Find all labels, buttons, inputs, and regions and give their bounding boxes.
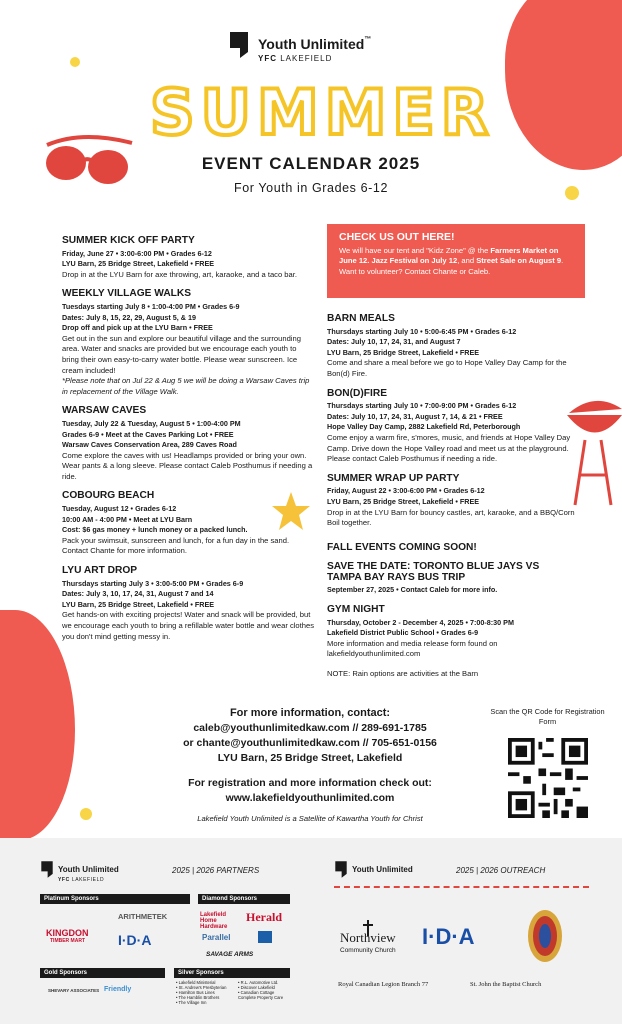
event-desc: Get out in the sun and explore our beautiful village and the surrounding area. Water and snacks are provided but we encourage each youth to bring their own easy-to-carry water bottle. Please wear sunscreen. Ice cream included! bbox=[62, 333, 301, 375]
herald-logo: Herald bbox=[246, 910, 282, 924]
contact-heading: For more information, contact: bbox=[229, 707, 391, 719]
event-meta: Cost: $6 gas money + lunch money or a packed lunch. bbox=[62, 525, 248, 535]
qr-caption: Scan the QR Code for Registration Form bbox=[490, 707, 605, 726]
footer-brand: Youth Unlimited bbox=[58, 865, 119, 874]
event-summer-kick-off bbox=[62, 236, 314, 280]
sunglasses-icon bbox=[42, 115, 142, 195]
youth-unlimited-logo-icon bbox=[228, 30, 250, 60]
contact-block bbox=[140, 706, 480, 806]
gold-title: Gold Sponsors bbox=[40, 968, 165, 978]
event-art-drop bbox=[62, 566, 314, 642]
event-meta: Dates: July 10, 17, 24, 31, August 7, 14, & 21 • FREE bbox=[327, 411, 503, 421]
outreach-title: 2025 | 2026 OUTREACH bbox=[456, 866, 546, 875]
satellite-tagline: Lakefield Youth Unlimited is a Satellite of Kawartha Youth for Christ bbox=[197, 814, 423, 823]
silver-title: Silver Sponsors bbox=[174, 968, 290, 978]
kingdon-logo: KINGDON bbox=[46, 928, 89, 938]
footer-logo-icon bbox=[40, 860, 54, 879]
ida-logo: I·D·A bbox=[118, 932, 152, 948]
event-meta: Tuesdays starting July 8 • 1:00-4:00 PM • Grades 6-9 bbox=[62, 301, 240, 311]
event-title: LYU ART DROP bbox=[62, 565, 138, 577]
small-dot-left bbox=[70, 57, 80, 67]
event-desc: Drop in at the LYU Barn for axe throwing, art, karaoke, and a taco bar. bbox=[62, 269, 297, 279]
brand-name: Youth Unlimited™ bbox=[258, 36, 372, 52]
outreach-brand: Youth Unlimited bbox=[352, 865, 413, 874]
event-meta: Tuesday, July 22 & Tuesday, August 5 • 1:00-4:00 PM bbox=[62, 418, 241, 428]
small-dot-top bbox=[565, 186, 579, 200]
event-desc: Come explore the caves with us! Headlamps provided or bring your own. Wear pants & a long sleeve. Please contact Caleb Posthumus if needing a ride. bbox=[62, 450, 313, 481]
contact-chante[interactable]: or chante@youthunlimitedkaw.com // 705-651-0156 bbox=[183, 737, 437, 749]
sponsor-badge-icon bbox=[258, 931, 272, 943]
event-meta: Tuesday, August 12 • Grades 6-12 bbox=[62, 504, 177, 514]
check-title: CHECK US OUT HERE! bbox=[339, 231, 455, 243]
event-title: SUMMER WRAP UP PARTY bbox=[327, 472, 460, 484]
footer-brand-sub: YFC LAKEFIELD bbox=[58, 877, 105, 883]
audience-subtitle: For Youth in Grades 6-12 bbox=[233, 181, 389, 195]
event-warsaw-caves bbox=[62, 406, 314, 482]
home-hardware-logo: Lakefield Home Hardware bbox=[200, 912, 228, 930]
event-meta: LYU Barn, 25 Bridge Street, Lakefield • FREE bbox=[62, 259, 215, 269]
starfish-icon bbox=[270, 490, 312, 532]
event-meta: Thursdays starting July 10 • 5:00-6:45 PM • Grades 6-12 bbox=[327, 326, 517, 336]
contact-address: LYU Barn, 25 Bridge Street, Lakefield bbox=[217, 752, 403, 764]
parallel-logo: Parallel bbox=[202, 933, 231, 942]
brand-header bbox=[228, 30, 418, 70]
outreach-ida-logo: I·D·A bbox=[422, 924, 475, 949]
left-column bbox=[62, 236, 314, 651]
event-meta: Drop off and pick up at the LYU Barn • FREE bbox=[62, 323, 213, 333]
event-title: SAVE THE DATE: TORONTO BLUE JAYS VS bbox=[327, 561, 540, 573]
fall-heading: FALL EVENTS COMING SOON! bbox=[327, 541, 477, 553]
event-title: BARN MEALS bbox=[327, 313, 395, 324]
event-note: *Please note that on Jul 22 & Aug 5 we will be doing a Warsaw Caves trip in replacement of the Village Walk. bbox=[62, 376, 310, 396]
bbq-grill-icon bbox=[565, 395, 622, 510]
silver-list-2: • R.L. Automotive Ltd. • Discover Lakefield • Canadian Cottage Complete Property Care bbox=[238, 980, 284, 1000]
platinum-title: Platinum Sponsors bbox=[40, 894, 190, 904]
partners-title: 2025 | 2026 PARTNERS bbox=[172, 866, 260, 875]
event-meta: Lakefield District Public School • Grades 6-9 bbox=[327, 628, 479, 638]
event-desc: Pack your swimsuit, sunscreen and lunch, for a fun day in the sand. Contact Chante for more information. bbox=[62, 535, 290, 556]
fall-events bbox=[327, 543, 589, 554]
event-meta: Dates: July 8, 15, 22, 29, August 5, & 19 bbox=[62, 312, 196, 322]
event-meta: Thursdays starting July 10 • 7:00-9:00 PM • Grades 6-12 bbox=[327, 401, 517, 411]
check-us-out-box bbox=[327, 224, 585, 298]
northview-sub: Community Church bbox=[340, 947, 396, 954]
northview-logo: Northview bbox=[340, 930, 396, 945]
event-blue-jays bbox=[327, 562, 589, 596]
check-text: We will have our tent and "Kidz Zone" @ the Farmers Market on June 12. Jazz Festival on July 12, and Street Sale on August 9. Want to volunteer? Contact Chante or Caleb. bbox=[339, 246, 564, 276]
event-desc: More information and media release form found on lakefieldyouthunlimited.com bbox=[327, 638, 498, 659]
contact-caleb[interactable]: caleb@youthunlimitedkaw.com // 289-691-1785 bbox=[193, 722, 427, 734]
event-title: COBOURG BEACH bbox=[62, 490, 155, 502]
event-meta: Thursday, October 2 - December 4, 2025 • 7:00-8:30 PM bbox=[327, 617, 514, 627]
church-label: St. John the Baptist Church bbox=[470, 981, 542, 988]
event-meta: LYU Barn, 25 Bridge Street, Lakefield • FREE bbox=[327, 347, 480, 357]
rain-note: NOTE: Rain options are activities at the Barn bbox=[327, 669, 479, 679]
diamond-title: Diamond Sponsors bbox=[198, 894, 290, 904]
event-calendar-title: EVENT CALENDAR 2025 bbox=[201, 154, 421, 173]
event-desc: Drop in at the LYU Barn for bouncy castles, art, karaoke, and a BBQ/Corn Boil together. bbox=[327, 507, 575, 528]
event-title: GYM NIGHT bbox=[327, 604, 385, 616]
event-meta: Dates: July 3, 10, 17, 24, 31, August 7 and 14 bbox=[62, 589, 214, 599]
church-crest-icon bbox=[526, 908, 564, 964]
event-meta: Hope Valley Day Camp, 2882 Lakefield Rd, Peterborough bbox=[327, 422, 521, 432]
registration-heading: For registration and more information check out: bbox=[188, 777, 432, 789]
legion-label: Royal Canadian Legion Branch 77 bbox=[338, 981, 429, 988]
event-meta: Warsaw Caves Conservation Area, 289 Caves Road bbox=[62, 440, 237, 450]
event-meta: LYU Barn, 25 Bridge Street, Lakefield • FREE bbox=[327, 496, 480, 506]
event-meta: Grades 6-9 • Meet at the Caves Parking Lot • FREE bbox=[62, 429, 234, 439]
website-link[interactable]: www.lakefieldyouthunlimited.com bbox=[225, 792, 395, 804]
summer-title: SUMMER bbox=[150, 76, 495, 149]
event-meta: Friday, June 27 • 3:00-6:00 PM • Grades 6-12 bbox=[62, 248, 212, 258]
event-meta: Friday, August 22 • 3:00-6:00 PM • Grades 6-12 bbox=[327, 486, 485, 496]
event-desc: Come enjoy a warm fire, s'mores, music, and friends at Hope Valley Day Camp. Drive down the Hope Valley road and meet us at the playground. Please contact Caleb Posthumus if needing a ride. bbox=[327, 432, 571, 464]
savage-arms-logo: SAVAGE ARMS bbox=[206, 951, 254, 958]
outreach-logo-icon bbox=[334, 860, 348, 879]
event-gym-night bbox=[327, 605, 589, 660]
footer-sponsors bbox=[0, 838, 622, 1024]
event-meta: Thursdays starting July 3 • 3:00-5:00 PM • Grades 6-9 bbox=[62, 578, 244, 588]
event-title: SUMMER KICK OFF PARTY bbox=[62, 235, 195, 246]
event-title: WEEKLY VILLAGE WALKS bbox=[62, 288, 192, 300]
event-title: BON(D)FIRE bbox=[327, 387, 387, 399]
shevary-logo: SHEVARY ASSOCIATES bbox=[48, 988, 100, 993]
event-meta: 10:00 AM - 4:00 PM • Meet at LYU Barn bbox=[62, 514, 193, 524]
brand-sub: YFC LAKEFIELD bbox=[258, 54, 333, 63]
outreach-divider bbox=[334, 886, 589, 888]
event-barn-meals bbox=[327, 314, 589, 380]
event-village-walks bbox=[62, 289, 314, 397]
event-bondfire bbox=[327, 389, 589, 465]
event-title: WARSAW CAVES bbox=[62, 405, 147, 417]
friendly-logo: Friendly bbox=[104, 986, 132, 993]
event-wrap-up-party bbox=[327, 474, 589, 529]
qr-code[interactable] bbox=[508, 738, 588, 818]
top-right-blob bbox=[505, 0, 622, 170]
event-title: TAMPA BAY RAYS BUS TRIP bbox=[327, 571, 466, 583]
event-meta: Dates: July 10, 17, 24, 31, and August 7 bbox=[327, 337, 461, 347]
event-meta: LYU Barn, 25 Bridge Street, Lakefield • FREE bbox=[62, 599, 215, 609]
arithmetek-logo: ARITHMETEK bbox=[118, 912, 168, 921]
event-desc: Get hands-on with exciting projects! Water and snack will be provided, but we encourage each youth to bring a refillable water bottle and wear clothes you don't mind getting messy in. bbox=[62, 610, 315, 641]
event-meta: September 27, 2025 • Contact Caleb for more info. bbox=[327, 585, 498, 595]
small-dot-bottom bbox=[80, 808, 92, 820]
right-column bbox=[327, 314, 589, 680]
silver-list-1: • Lakefield Ministerial • St. Andrew's Presbyterian • Hamilton Bus Lines • The Hamblin Brothers • The Village Inn bbox=[176, 980, 227, 1005]
timber-mart-logo: TIMBER MART bbox=[50, 938, 85, 944]
event-desc: Come and share a meal before we go to Hope Valley Day Camp for the Bon(d) Fire. bbox=[327, 358, 567, 378]
